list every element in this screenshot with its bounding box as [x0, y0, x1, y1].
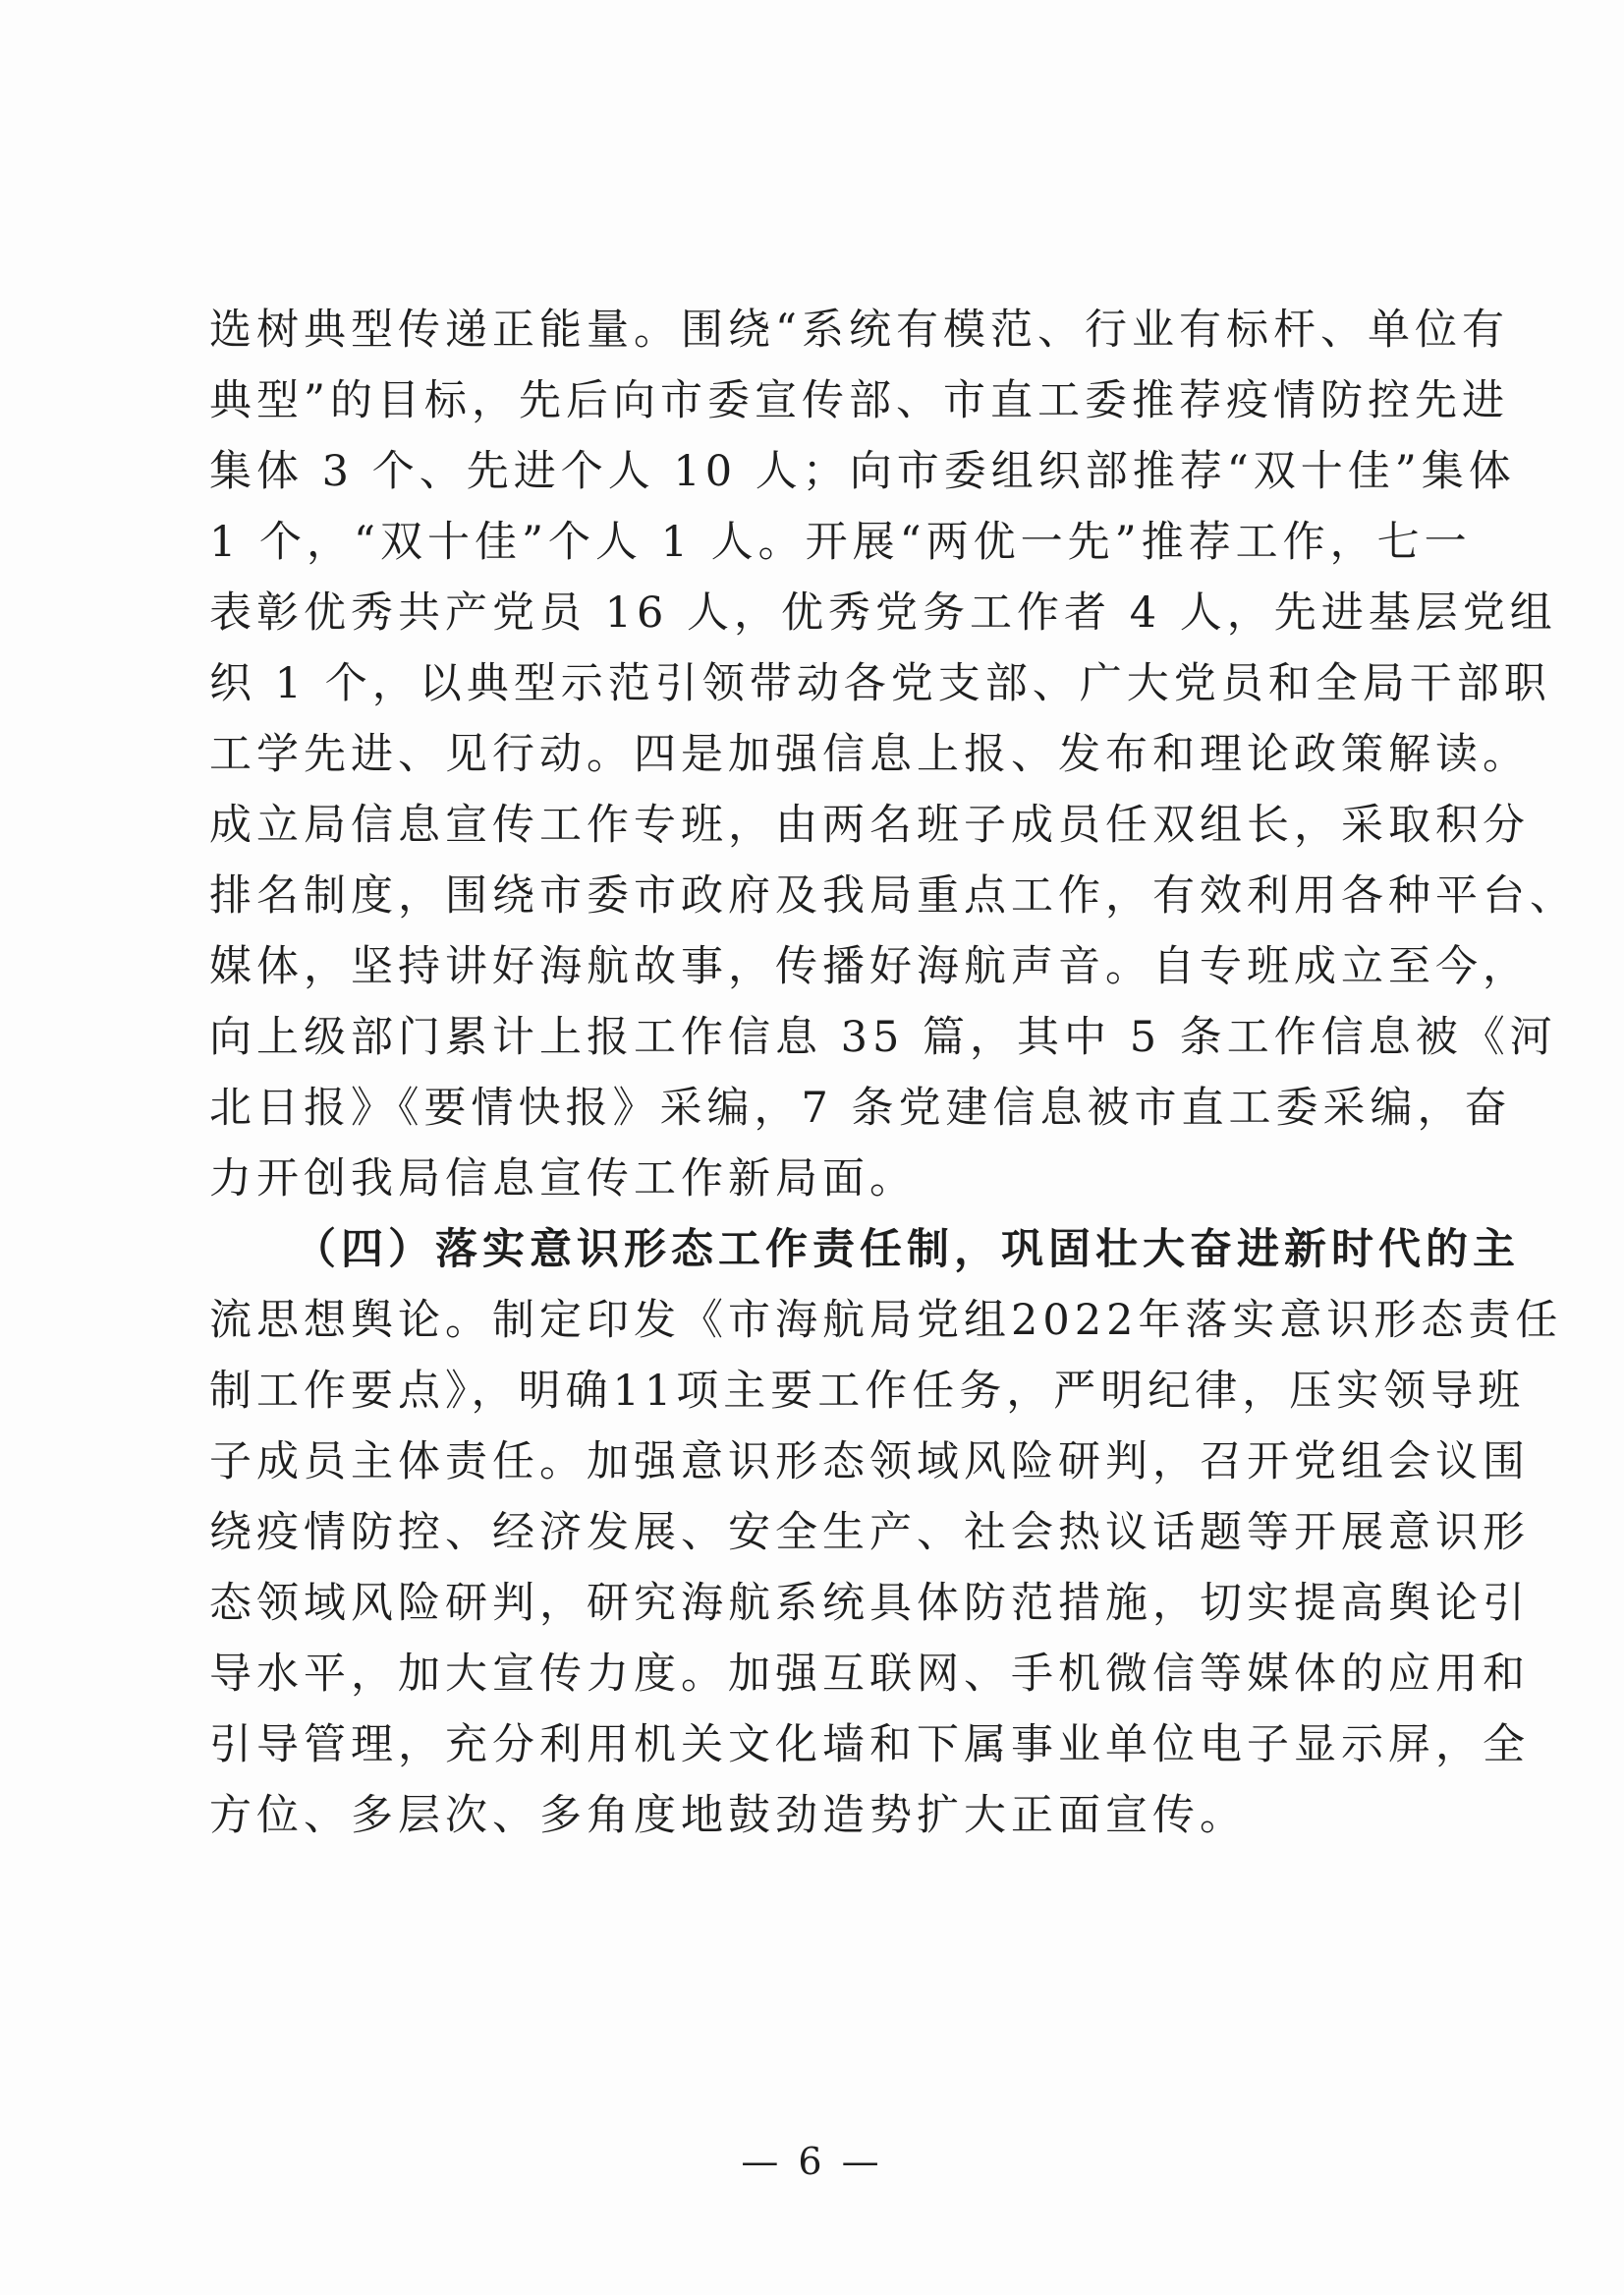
paragraph-line: 态领域风险研判，研究海航系统具体防范措施，切实提高舆论引: [209, 1579, 1530, 1628]
paragraph-line: 导水平，加大宣传力度。加强互联网、手机微信等媒体的应用和: [209, 1650, 1530, 1699]
paragraph-line: 排名制度，围绕市委市政府及我局重点工作，有效利用各种平台、: [209, 871, 1577, 921]
paragraph-line: 子成员主体责任。加强意识形态领域风险研判，召开党组会议围: [209, 1437, 1530, 1486]
paragraph-line: 向上级部门累计上报工作信息 35 篇，其中 5 条工作信息被《河: [209, 1013, 1557, 1062]
paragraph-line: 制工作要点》，明确11项主要工作任务，严明纪律，压实领导班: [209, 1367, 1526, 1416]
paragraph-line: 绕疫情防控、经济发展、安全生产、社会热议话题等开展意识形: [209, 1508, 1530, 1557]
paragraph-line: 方位、多层次、多角度地鼓劲造势扩大正面宣传。: [209, 1791, 1247, 1840]
paragraph-line: 1 个，“双十佳”个人 1 人。开展“两优一先”推荐工作，七一: [209, 518, 1472, 567]
paragraph-line: 集体 3 个、先进个人 10 人；向市委组织部推荐“双十佳”集体: [209, 447, 1516, 496]
paragraph-line: 工学先进、见行动。四是加强信息上报、发布和理论政策解读。: [209, 730, 1530, 779]
section-heading-line: （四）落实意识形态工作责任制，巩固壮大奋进新时代的主: [294, 1225, 1520, 1274]
paragraph-line: 成立局信息宣传工作专班，由两名班子成员任双组长，采取积分: [209, 801, 1530, 850]
paragraph-line: 选树典型传递正能量。围绕“系统有模范、行业有标杆、单位有: [209, 306, 1509, 355]
paragraph-line: 织 1 个，以典型示范引领带动各党支部、广大党员和全局干部职: [209, 659, 1551, 708]
paragraph-line: 力开创我局信息宣传工作新局面。: [209, 1154, 917, 1203]
paragraph-line: 引导管理，充分利用机关文化墙和下属事业单位电子显示屏，全: [209, 1720, 1530, 1769]
paragraph-line: 典型”的目标，先后向市委宣传部、市直工委推荐疫情防控先进: [209, 376, 1509, 425]
paragraph-line: 表彰优秀共产党员 16 人，优秀党务工作者 4 人，先进基层党组: [209, 588, 1557, 638]
document-body: [209, 295, 1577, 1851]
paragraph-line: 北日报》《要情快报》采编，7 条党建信息被市直工委采编，奋: [209, 1084, 1512, 1133]
paragraph-line: 媒体，坚持讲好海航故事，传播好海航声音。自专班成立至今，: [209, 942, 1530, 991]
page-number: — 6 —: [741, 2140, 883, 2183]
paragraph-line: 流思想舆论。制定印发《市海航局党组2022年落实意识形态责任: [209, 1296, 1563, 1345]
